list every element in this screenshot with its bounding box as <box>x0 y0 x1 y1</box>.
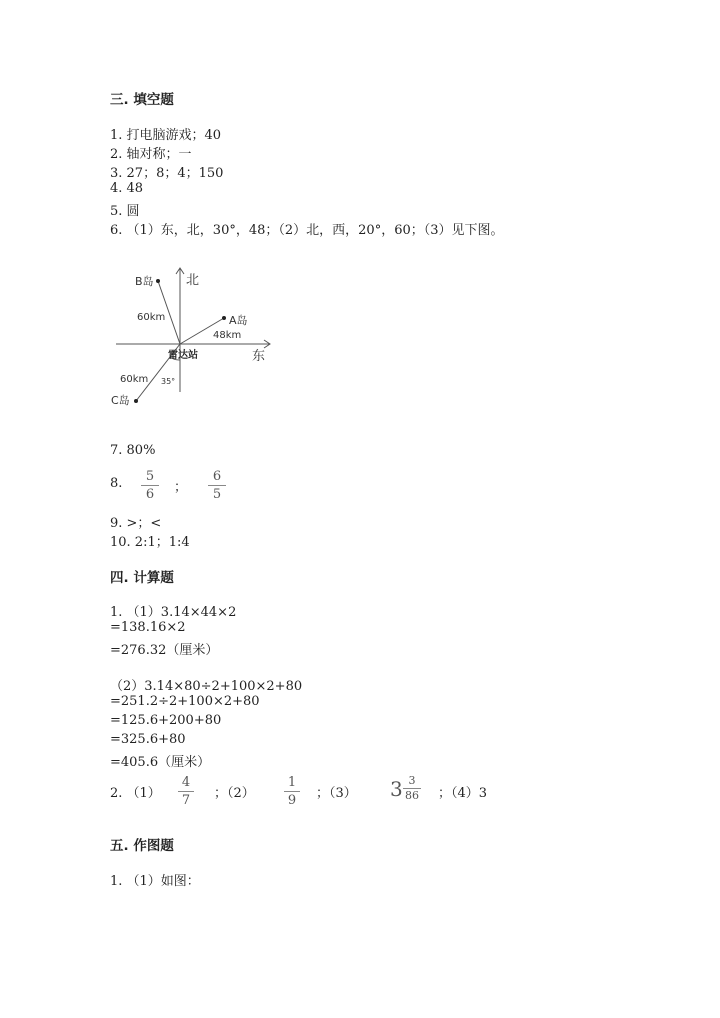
north-label: 北 <box>186 273 200 288</box>
calc-line: =125.6+200+80 <box>110 713 222 728</box>
east-label: 东 <box>252 349 266 364</box>
center-label: 雷达站 <box>168 350 198 361</box>
calc2-sep-4: ；（4）3 <box>438 786 488 801</box>
answer-line-5: 5. 圆 <box>110 204 140 219</box>
a-island-label: A岛 <box>229 314 248 327</box>
fraction-numerator: 5 <box>145 469 155 484</box>
fraction-six-fifths <box>208 469 226 502</box>
calc-line: =251.2÷2+100×2+80 <box>110 694 260 709</box>
fraction-bar <box>284 791 300 792</box>
fraction-denominator: 86 <box>405 789 419 802</box>
calc2-sep-3: ；（3） <box>316 786 357 801</box>
section3-title: 三. 填空题 <box>110 92 174 108</box>
fraction-bar <box>178 791 194 792</box>
answer-line-3: 3. 27；8；4；150 <box>110 166 224 181</box>
fraction-five-sixths <box>141 469 159 502</box>
fraction-bar <box>141 485 159 486</box>
b-distance-label: 60km <box>137 312 166 323</box>
answer-line-9: 9. >；< <box>110 516 162 531</box>
section4-title: 四. 计算题 <box>110 570 174 586</box>
fraction-numerator: 4 <box>181 775 191 790</box>
fraction-denominator: 7 <box>181 793 191 808</box>
fraction-three-eighty-sixths <box>403 775 421 802</box>
point-b <box>156 279 160 283</box>
fraction-bar <box>208 485 226 486</box>
answer-line-1: 1. 打电脑游戏；40 <box>110 128 222 143</box>
answer-line-7: 7. 80% <box>110 443 156 458</box>
calc-line: =405.6（厘米） <box>110 755 211 770</box>
point-c <box>134 399 138 403</box>
radar-diagram <box>110 262 280 412</box>
fraction-one-ninth <box>284 775 300 808</box>
fraction-numerator: 3 <box>408 774 416 787</box>
calc-line: （2）3.14×80÷2+100×2+80 <box>110 679 303 694</box>
b-island-label: B岛 <box>135 275 154 288</box>
drawing-answer-line: 1. （1）如图： <box>110 874 200 889</box>
fraction-four-sevenths <box>178 775 194 808</box>
c-island-label: C岛 <box>111 394 130 407</box>
separator: ； <box>174 480 188 495</box>
answer-line-10: 10. 2:1；1:4 <box>110 535 190 550</box>
fraction-denominator: 6 <box>145 487 155 502</box>
calc2-label: 2. （1） <box>110 786 161 801</box>
section5-title: 五. 作图题 <box>110 838 174 854</box>
c-distance-label: 60km <box>120 374 149 385</box>
answer-line-6: 6. （1）东，北，30°，48；（2）北，西，20°，60；（3）见下图。 <box>110 223 504 238</box>
calc-line: =325.6+80 <box>110 732 186 747</box>
calc-line: =276.32（厘米） <box>110 643 219 658</box>
answer-line-2: 2. 轴对称；一 <box>110 147 192 162</box>
fraction-numerator: 1 <box>287 775 297 790</box>
c-angle-label: 35° <box>161 377 176 386</box>
answer-line-8-label: 8. <box>110 476 123 491</box>
calc-line: =138.16×2 <box>110 620 186 635</box>
calc2-sep-2: ；（2） <box>214 786 255 801</box>
fraction-denominator: 5 <box>212 487 222 502</box>
mixed-number-whole: 3 <box>390 777 403 801</box>
calc-line: 1. （1）3.14×44×2 <box>110 605 237 620</box>
fraction-denominator: 9 <box>287 793 297 808</box>
point-a <box>222 316 226 320</box>
fraction-numerator: 6 <box>212 469 222 484</box>
answer-line-4: 4. 48 <box>110 181 144 196</box>
a-distance-label: 48km <box>213 330 242 341</box>
